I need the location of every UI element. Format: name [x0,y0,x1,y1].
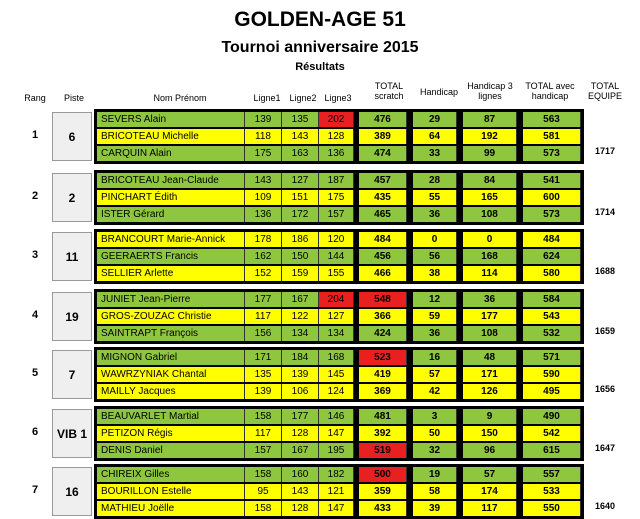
cell-h3: 114 [463,266,517,281]
cell-hcp: 64 [413,129,457,144]
header-piste: Piste [63,93,84,103]
table-row [97,443,581,458]
cell-total: 584 [523,292,581,307]
page-subtitle: Tournoi anniversaire 2015 [221,39,419,56]
table-row [97,249,581,264]
cell-l1: 178 [245,232,282,247]
cell-h3: 165 [463,190,517,205]
table-row [97,232,581,247]
cell-hcp: 39 [413,501,457,516]
team-piste: 11 [52,232,92,281]
cell-hcp: 19 [413,467,457,482]
cell-total: 573 [523,146,581,161]
cell-h3: 150 [463,426,517,441]
cell-l1: 117 [245,309,282,324]
cell-l1: 156 [245,326,282,341]
cell-h3: 48 [463,350,517,365]
table-row [97,467,581,482]
cell-l2: 122 [282,309,319,324]
cell-name: JUNIET Jean-Pierre [97,292,245,307]
cell-hcp: 0 [413,232,457,247]
cell-l3: 187 [319,173,354,188]
cell-l3: 195 [319,443,354,458]
cell-scratch: 435 [359,190,407,205]
table-row [97,292,581,307]
cell-scratch: 424 [359,326,407,341]
cell-total: 543 [523,309,581,324]
cell-scratch: 476 [359,112,407,127]
cell-hcp: 29 [413,112,457,127]
cell-l2: 128 [282,426,319,441]
table-row [97,112,581,127]
cell-total: 615 [523,443,581,458]
cell-l2: 184 [282,350,319,365]
cell-total: 624 [523,249,581,264]
cell-total: 542 [523,426,581,441]
cell-name: CHIREIX Gilles [97,467,245,482]
table-row [97,409,581,424]
table-row [97,129,581,144]
cell-scratch: 389 [359,129,407,144]
team-total: 1717 [594,146,616,156]
cell-l1: 135 [245,367,282,382]
cell-scratch: 548 [359,292,407,307]
cell-scratch: 456 [359,249,407,264]
team-total: 1640 [594,501,616,511]
cell-scratch: 474 [359,146,407,161]
cell-h3: 87 [463,112,517,127]
page-title: GOLDEN-AGE 51 [234,8,406,31]
team-rank: 7 [32,484,39,496]
cell-h3: 168 [463,249,517,264]
cell-hcp: 57 [413,367,457,382]
team-total: 1688 [594,266,616,276]
team-block [94,229,584,284]
cell-hcp: 33 [413,146,457,161]
cell-h3: 177 [463,309,517,324]
team-rank: 6 [32,426,39,438]
cell-total: 541 [523,173,581,188]
cell-h3: 108 [463,326,517,341]
cell-total: 557 [523,467,581,482]
cell-name: GROS-ZOUZAC Christie [97,309,245,324]
cell-l1: 136 [245,207,282,222]
cell-scratch: 523 [359,350,407,365]
cell-l3: 157 [319,207,354,222]
cell-scratch: 500 [359,467,407,482]
cell-l2: 167 [282,443,319,458]
cell-name: SELLIER Arlette [97,266,245,281]
cell-l2: 127 [282,173,319,188]
cell-scratch: 465 [359,207,407,222]
cell-total: 590 [523,367,581,382]
cell-hcp: 58 [413,484,457,499]
table-row [97,190,581,205]
cell-total: 580 [523,266,581,281]
section-title: Résultats [295,61,345,73]
cell-l3: 204 [319,292,354,307]
team-piste: VIB 1 [52,409,92,458]
cell-l3: 120 [319,232,354,247]
team-rank: 3 [32,249,39,261]
cell-l3: 136 [319,146,354,161]
cell-h3: 84 [463,173,517,188]
cell-h3: 96 [463,443,517,458]
team-piste: 6 [52,112,92,161]
cell-hcp: 36 [413,326,457,341]
cell-l3: 127 [319,309,354,324]
team-block [94,406,584,461]
cell-l1: 139 [245,112,282,127]
cell-hcp: 12 [413,292,457,307]
cell-l2: 172 [282,207,319,222]
team-block [94,289,584,344]
cell-l2: 163 [282,146,319,161]
cell-l2: 106 [282,384,319,399]
cell-name: SAINTRAPT François [97,326,245,341]
table-row [97,173,581,188]
cell-scratch: 457 [359,173,407,188]
table-row [97,309,581,324]
cell-h3: 57 [463,467,517,482]
cell-l2: 143 [282,484,319,499]
cell-total: 484 [523,232,581,247]
cell-hcp: 32 [413,443,457,458]
cell-name: MAILLY Jacques [97,384,245,399]
cell-scratch: 433 [359,501,407,516]
team-block [94,109,584,164]
cell-l1: 171 [245,350,282,365]
header-rang: Rang [24,93,46,103]
cell-l1: 109 [245,190,282,205]
header-handicap: Handicap [419,87,459,97]
table-row [97,426,581,441]
cell-h3: 36 [463,292,517,307]
cell-l2: 135 [282,112,319,127]
cell-l2: 167 [282,292,319,307]
cell-hcp: 36 [413,207,457,222]
team-piste: 2 [52,173,92,222]
team-block [94,347,584,402]
cell-l1: 118 [245,129,282,144]
cell-hcp: 3 [413,409,457,424]
cell-name: PINCHART Édith [97,190,245,205]
header-ligne1: Ligne1 [253,93,281,103]
cell-scratch: 392 [359,426,407,441]
header-handicap-3: Handicap 3 lignes [467,81,513,101]
table-row [97,484,581,499]
cell-l3: 144 [319,249,354,264]
cell-name: MIGNON Gabriel [97,350,245,365]
cell-h3: 9 [463,409,517,424]
cell-h3: 99 [463,146,517,161]
cell-hcp: 50 [413,426,457,441]
cell-l1: 139 [245,384,282,399]
cell-l1: 177 [245,292,282,307]
team-block [94,170,584,225]
cell-l3: 134 [319,326,354,341]
team-rank: 4 [32,309,39,321]
cell-l2: 151 [282,190,319,205]
cell-l3: 168 [319,350,354,365]
cell-l3: 202 [319,112,354,127]
header-ligne3: Ligne3 [324,93,352,103]
cell-l1: 158 [245,467,282,482]
cell-l2: 150 [282,249,319,264]
header-ligne2: Ligne2 [289,93,317,103]
cell-l3: 155 [319,266,354,281]
cell-total: 495 [523,384,581,399]
cell-l3: 121 [319,484,354,499]
cell-name: DENIS Daniel [97,443,245,458]
cell-name: ISTER Gérard [97,207,245,222]
cell-total: 533 [523,484,581,499]
cell-l3: 128 [319,129,354,144]
cell-l3: 145 [319,367,354,382]
cell-l3: 175 [319,190,354,205]
cell-h3: 117 [463,501,517,516]
cell-name: GEERAERTS Francis [97,249,245,264]
team-rank: 1 [32,129,39,141]
header-total-handicap: TOTAL avec handicap [525,81,575,101]
cell-total: 563 [523,112,581,127]
cell-h3: 108 [463,207,517,222]
table-row [97,266,581,281]
cell-scratch: 466 [359,266,407,281]
cell-l1: 95 [245,484,282,499]
header-total-scratch: TOTAL scratch [374,81,404,101]
team-total: 1647 [594,443,616,453]
team-piste: 19 [52,292,92,341]
cell-name: BEAUVARLET Martial [97,409,245,424]
cell-name: PETIZON Régis [97,426,245,441]
table-row [97,350,581,365]
cell-l1: 158 [245,409,282,424]
table-row [97,326,581,341]
cell-h3: 171 [463,367,517,382]
cell-h3: 0 [463,232,517,247]
team-piste: 16 [52,467,92,516]
cell-name: MATHIEU Joëlle [97,501,245,516]
cell-l1: 143 [245,173,282,188]
cell-l2: 177 [282,409,319,424]
table-row [97,207,581,222]
cell-l2: 128 [282,501,319,516]
cell-hcp: 56 [413,249,457,264]
cell-l2: 160 [282,467,319,482]
cell-l1: 117 [245,426,282,441]
cell-name: WAWRZYNIAK Chantal [97,367,245,382]
cell-l1: 152 [245,266,282,281]
cell-l2: 186 [282,232,319,247]
team-piste: 7 [52,350,92,399]
cell-scratch: 359 [359,484,407,499]
cell-l1: 157 [245,443,282,458]
cell-hcp: 55 [413,190,457,205]
cell-l3: 147 [319,501,354,516]
cell-name: BRANCOURT Marie-Annick [97,232,245,247]
cell-l3: 182 [319,467,354,482]
team-total: 1714 [594,207,616,217]
cell-name: SEVERS Alain [97,112,245,127]
cell-l2: 159 [282,266,319,281]
team-total: 1656 [594,384,616,394]
cell-l1: 158 [245,501,282,516]
cell-hcp: 59 [413,309,457,324]
cell-l3: 147 [319,426,354,441]
cell-total: 571 [523,350,581,365]
cell-scratch: 419 [359,367,407,382]
cell-name: CARQUIN Alain [97,146,245,161]
cell-hcp: 38 [413,266,457,281]
cell-l3: 124 [319,384,354,399]
cell-total: 573 [523,207,581,222]
cell-l3: 146 [319,409,354,424]
cell-h3: 174 [463,484,517,499]
cell-hcp: 42 [413,384,457,399]
team-rank: 2 [32,190,39,202]
table-row [97,501,581,516]
cell-total: 490 [523,409,581,424]
cell-l2: 139 [282,367,319,382]
cell-total: 532 [523,326,581,341]
cell-scratch: 366 [359,309,407,324]
cell-total: 581 [523,129,581,144]
team-total: 1659 [594,326,616,336]
cell-l2: 143 [282,129,319,144]
team-rank: 5 [32,367,39,379]
cell-name: BOURILLON Estelle [97,484,245,499]
cell-h3: 126 [463,384,517,399]
cell-hcp: 16 [413,350,457,365]
cell-total: 600 [523,190,581,205]
cell-l1: 175 [245,146,282,161]
cell-hcp: 28 [413,173,457,188]
table-row [97,146,581,161]
cell-h3: 192 [463,129,517,144]
cell-scratch: 481 [359,409,407,424]
cell-scratch: 519 [359,443,407,458]
header-total-equipe: TOTAL EQUIPE [587,81,622,101]
cell-scratch: 369 [359,384,407,399]
cell-name: BRICOTEAU Michelle [97,129,245,144]
cell-total: 550 [523,501,581,516]
table-row [97,384,581,399]
cell-name: BRICOTEAU Jean-Claude [97,173,245,188]
cell-l1: 162 [245,249,282,264]
header-name: Nom Prénom [153,93,207,103]
cell-l2: 134 [282,326,319,341]
table-row [97,367,581,382]
cell-scratch: 484 [359,232,407,247]
